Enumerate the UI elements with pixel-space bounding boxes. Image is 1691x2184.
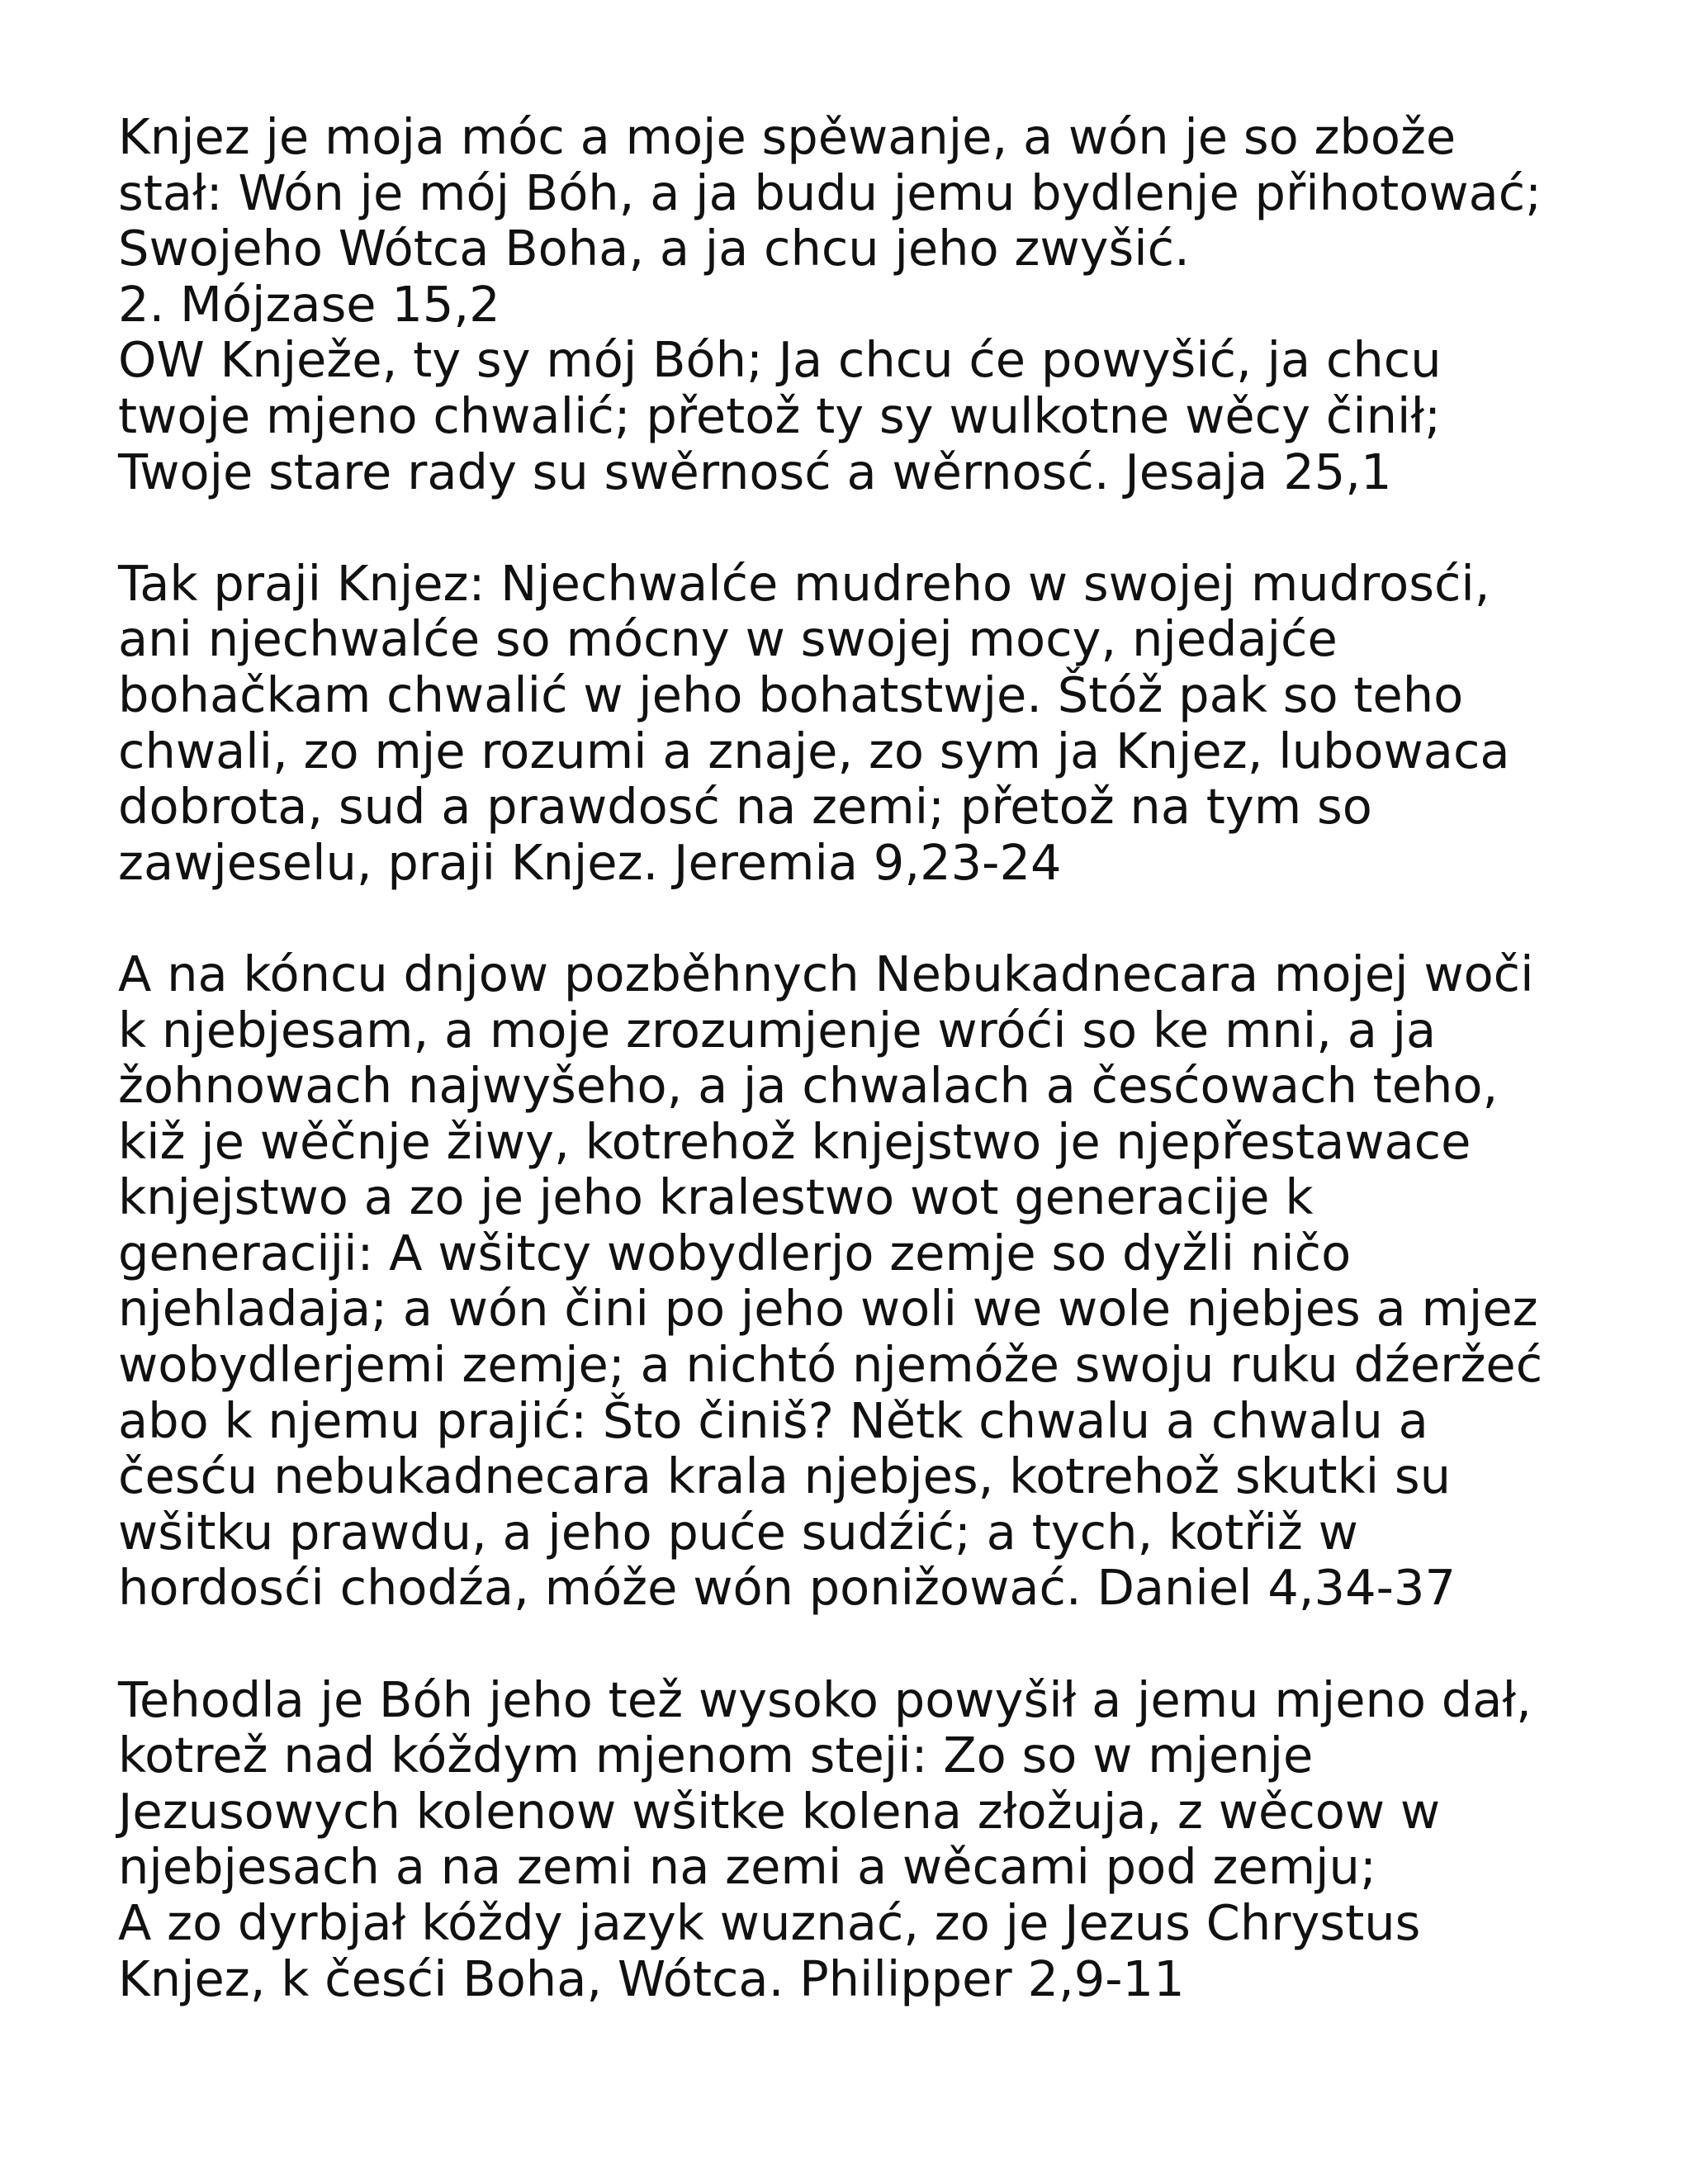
text-line: Tak praji Knjez: Njechwalće mudreho w swojej mudrosći,: [118, 554, 1490, 612]
text-line: zawjeselu, praji Knjez. Jeremia 9,23-24: [118, 833, 1062, 891]
text-line: žohnowach najwyšeho, a ja chwalach a česćowach teho,: [118, 1057, 1499, 1115]
text-line: Swojeho Wótca Boha, a ja chcu jeho zwyšić.: [118, 220, 1190, 277]
paragraph-3: [118, 946, 1637, 1616]
text-line: Knjez, k česći Boha, Wótca. Philipper 2,9-11: [118, 1949, 1185, 2007]
text-line: Tehodla je Bóh jeho tež wysoko powyšił a jemu mjeno dał,: [118, 1670, 1532, 1728]
text-line: Knjez je moja móc a moje spěwanje, a wón je so zbože: [118, 108, 1457, 165]
text-line: generaciji: A wšitcy wobydlerjo zemje so dyžli ničo: [118, 1224, 1352, 1282]
text-line: kotrež nad kóždym mjenom steji: Zo so w mjenje: [118, 1727, 1314, 1784]
text-line: hordosći chodźa, móže wón ponižować. Daniel 4,34-37: [118, 1559, 1456, 1617]
text-line: k njebjesam, a moje zrozumjenje wróći so ke mni, a ja: [118, 1001, 1437, 1059]
text-line: bohačkam chwalić w jeho bohatstwje. Štóž pak so teho: [118, 666, 1464, 723]
text-line: Twoje stare rady su swěrnosć a wěrnosć. Jesaja 25,1: [118, 443, 1392, 500]
text-line: wšitku prawdu, a jeho puće sudźić; a tych, kotřiž w: [118, 1503, 1358, 1561]
text-line: stał: Wón je mój Bóh, a ja budu jemu bydlenje přihotować;: [118, 163, 1542, 221]
text-line: twoje mjeno chwalić; přetož ty sy wulkotne wěcy činił;: [118, 386, 1442, 444]
text-line: knjejstwo a zo je jeho kralestwo wot generacije k: [118, 1168, 1314, 1226]
text-line: abo k njemu prajić: Što činiš? Nětk chwalu a chwalu a: [118, 1391, 1428, 1449]
paragraph-1: [118, 109, 1637, 500]
text-line: 2. Mójzase 15,2: [118, 275, 500, 333]
paragraph-4: [118, 1672, 1637, 2007]
text-line: njehladaja; a wón čini po jeho woli we wole njebjes a mjez: [118, 1280, 1538, 1338]
text-line: OW Knježe, ty sy mój Bóh; Ja chcu će powyšić, ja chcu: [118, 331, 1442, 389]
paragraph-2: [118, 556, 1637, 891]
text-line: dobrota, sud a prawdosć na zemi; přetož na tym so: [118, 778, 1372, 836]
text-line: A na kóncu dnjow pozběhnych Nebukadnecara mojej woči: [118, 945, 1534, 1002]
text-line: A zo dyrbjał kóždy jazyk wuznać, zo je Jezus Chrystus: [118, 1894, 1421, 1951]
text-line: chwali, zo mje rozumi a znaje, zo sym ja Knjez, lubowaca: [118, 722, 1510, 779]
scripture-text: [118, 109, 1637, 2006]
text-line: česću nebukadnecara krala njebjes, kotrehož skutki su: [118, 1447, 1451, 1505]
text-line: kiž je wěčnje žiwy, kotrehož knjejstwo je njepřestawace: [118, 1112, 1471, 1170]
text-line: Jezusowych kolenow wšitke kolena złožuja, z wěcow w: [118, 1782, 1441, 1840]
text-line: ani njechwalće so mócny w swojej mocy, njedajće: [118, 610, 1338, 668]
text-line: wobydlerjemi zemje; a nichtó njemóže swoju ruku dźeržeć: [118, 1336, 1543, 1394]
text-line: njebjesach a na zemi na zemi a wěcami pod zemju;: [118, 1838, 1376, 1896]
